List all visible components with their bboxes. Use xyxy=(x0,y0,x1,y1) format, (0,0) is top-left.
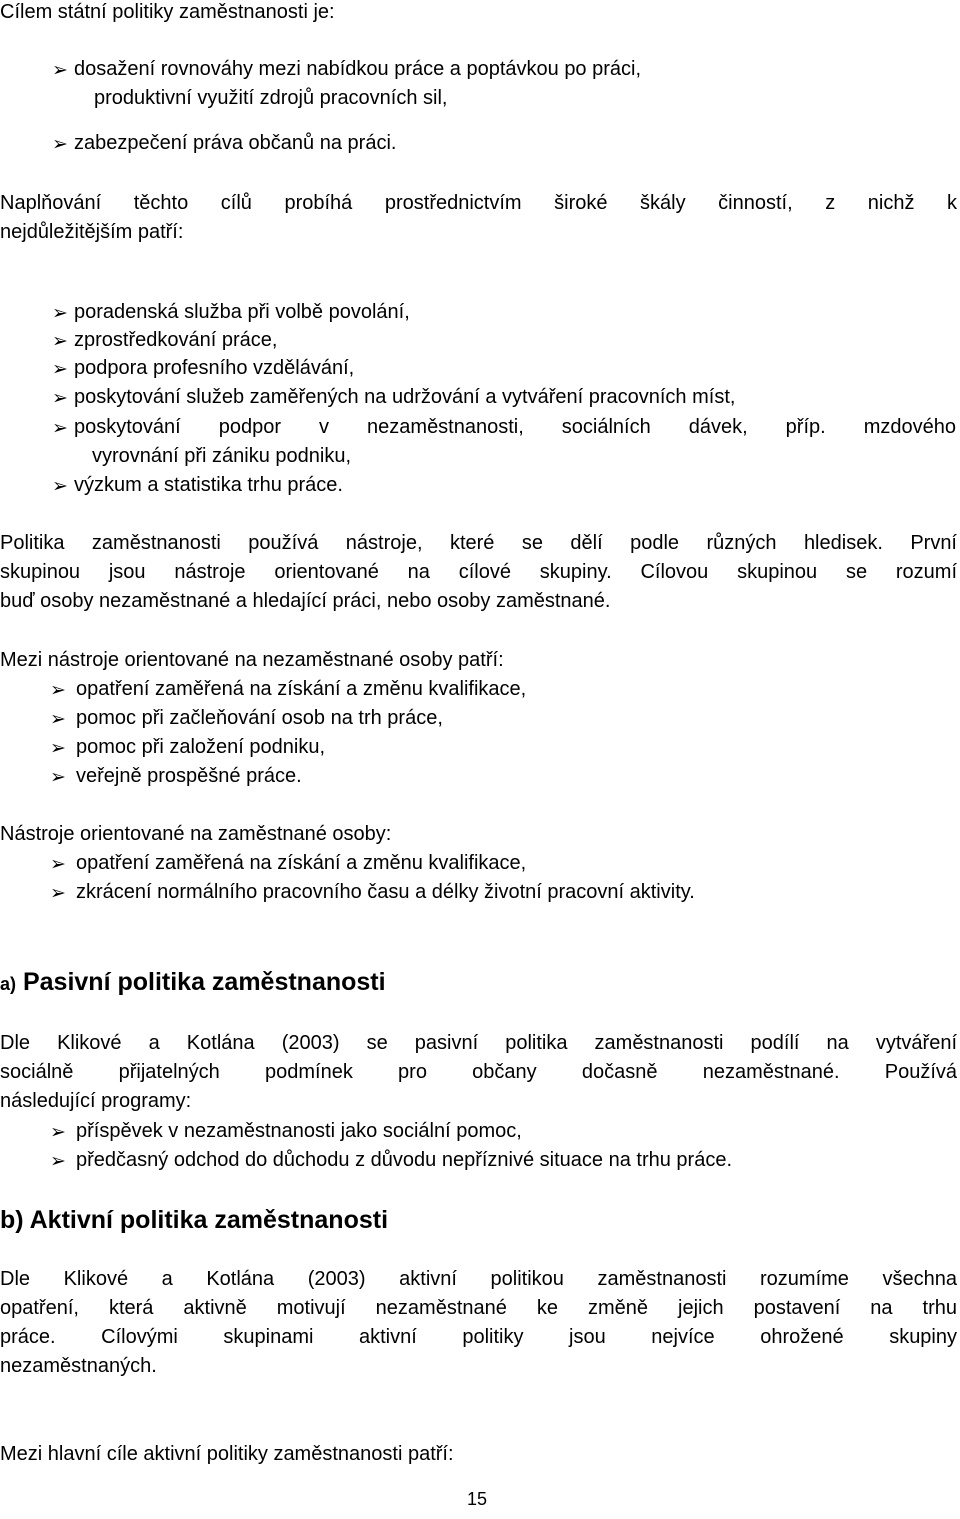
list-item: výzkum a statistika trhu práce. xyxy=(74,474,343,496)
list-item: podpora profesního vzdělávání, xyxy=(74,357,355,379)
paragraph-line: Dle Klikové a Kotlána (2003) se pasivní politika zaměstnanosti podílí na vytváření xyxy=(0,1032,957,1054)
section-heading-passive xyxy=(0,966,386,1000)
section-title: Mezi hlavní cíle aktivní politiky zaměstnanosti patří: xyxy=(0,1443,454,1465)
paragraph-line: Dle Klikové a Kotlána (2003) aktivní politikou zaměstnanosti rozumíme všechna xyxy=(0,1268,957,1290)
list-item: poradenská služba při volbě povolání, xyxy=(74,301,410,323)
arrow-bullet-icon: ➢ xyxy=(50,737,66,759)
arrow-bullet-icon: ➢ xyxy=(52,330,68,352)
paragraph-line: opatření, která aktivně motivují nezaměstnané ke změně jejich postavení na trhu xyxy=(0,1297,957,1319)
arrow-bullet-icon: ➢ xyxy=(50,708,66,730)
list-item: opatření zaměřená na získání a změnu kvalifikace, xyxy=(76,852,527,874)
paragraph-line: následující programy: xyxy=(0,1090,192,1112)
arrow-bullet-icon: ➢ xyxy=(50,1121,66,1143)
intro-title: Cílem státní politiky zaměstnanosti je: xyxy=(0,1,335,23)
list-item-continuation: vyrovnání při zániku podniku, xyxy=(92,445,352,467)
paragraph-line: Naplňování těchto cílů probíhá prostřednictvím široké škály činností, z nichž k xyxy=(0,192,957,214)
paragraph-line: sociálně přijatelných podmínek pro občany dočasně nezaměstnané. Používá xyxy=(0,1061,957,1083)
paragraph-line: skupinou jsou nástroje orientované na cílové skupiny. Cílovou skupinou se rozumí xyxy=(0,561,957,583)
paragraph-line: nejdůležitějším patří: xyxy=(0,221,184,243)
paragraph-line: buď osoby nezaměstnané a hledající práci, nebo osoby zaměstnané. xyxy=(0,590,611,612)
heading-text: Pasivní politika zaměstnanosti xyxy=(22,968,386,996)
heading-prefix: a) xyxy=(0,974,17,994)
arrow-bullet-icon: ➢ xyxy=(50,1150,66,1172)
list-item: zkrácení normálního pracovního času a délky životní pracovní aktivity. xyxy=(76,881,695,903)
list-item: dosažení rovnováhy mezi nabídkou práce a poptávkou po práci, xyxy=(74,58,642,80)
section-title: Mezi nástroje orientované na nezaměstnané osoby patří: xyxy=(0,649,504,671)
list-item: pomoc při založení podniku, xyxy=(76,736,326,758)
arrow-bullet-icon: ➢ xyxy=(52,133,68,155)
page-number: 15 xyxy=(467,1489,488,1509)
arrow-bullet-icon: ➢ xyxy=(52,387,68,409)
paragraph-line: práce. Cílovými skupinami aktivní politiky jsou nejvíce ohrožené skupiny xyxy=(0,1326,957,1348)
arrow-bullet-icon: ➢ xyxy=(52,302,68,324)
list-item: pomoc při začleňování osob na trh práce, xyxy=(76,707,443,729)
arrow-bullet-icon: ➢ xyxy=(52,417,68,439)
arrow-bullet-icon: ➢ xyxy=(52,59,68,81)
list-item: poskytování služeb zaměřených na udržování a vytváření pracovních míst, xyxy=(74,386,736,408)
list-item: předčasný odchod do důchodu z důvodu nepříznivé situace na trhu práce. xyxy=(76,1149,732,1171)
section-title: Nástroje orientované na zaměstnané osoby: xyxy=(0,823,392,845)
list-item: poskytování podpor v nezaměstnanosti, sociálních dávek, příp. mzdového xyxy=(74,416,956,438)
list-item: příspěvek v nezaměstnanosti jako sociální pomoc, xyxy=(76,1120,522,1142)
arrow-bullet-icon: ➢ xyxy=(50,853,66,875)
list-item-continuation: produktivní využití zdrojů pracovních sil, xyxy=(94,87,448,109)
list-item: zabezpečení práva občanů na práci. xyxy=(74,132,397,154)
arrow-bullet-icon: ➢ xyxy=(50,766,66,788)
arrow-bullet-icon: ➢ xyxy=(52,358,68,380)
list-item: opatření zaměřená na získání a změnu kvalifikace, xyxy=(76,678,527,700)
paragraph-line: Politika zaměstnanosti používá nástroje, které se dělí podle různých hledisek. První xyxy=(0,532,957,554)
section-heading-active: b) Aktivní politika zaměstnanosti xyxy=(0,1206,389,1234)
arrow-bullet-icon: ➢ xyxy=(52,475,68,497)
paragraph-line: nezaměstnaných. xyxy=(0,1355,157,1377)
list-item: zprostředkování práce, xyxy=(74,329,278,351)
list-item: veřejně prospěšné práce. xyxy=(76,765,302,787)
arrow-bullet-icon: ➢ xyxy=(50,882,66,904)
arrow-bullet-icon: ➢ xyxy=(50,679,66,701)
